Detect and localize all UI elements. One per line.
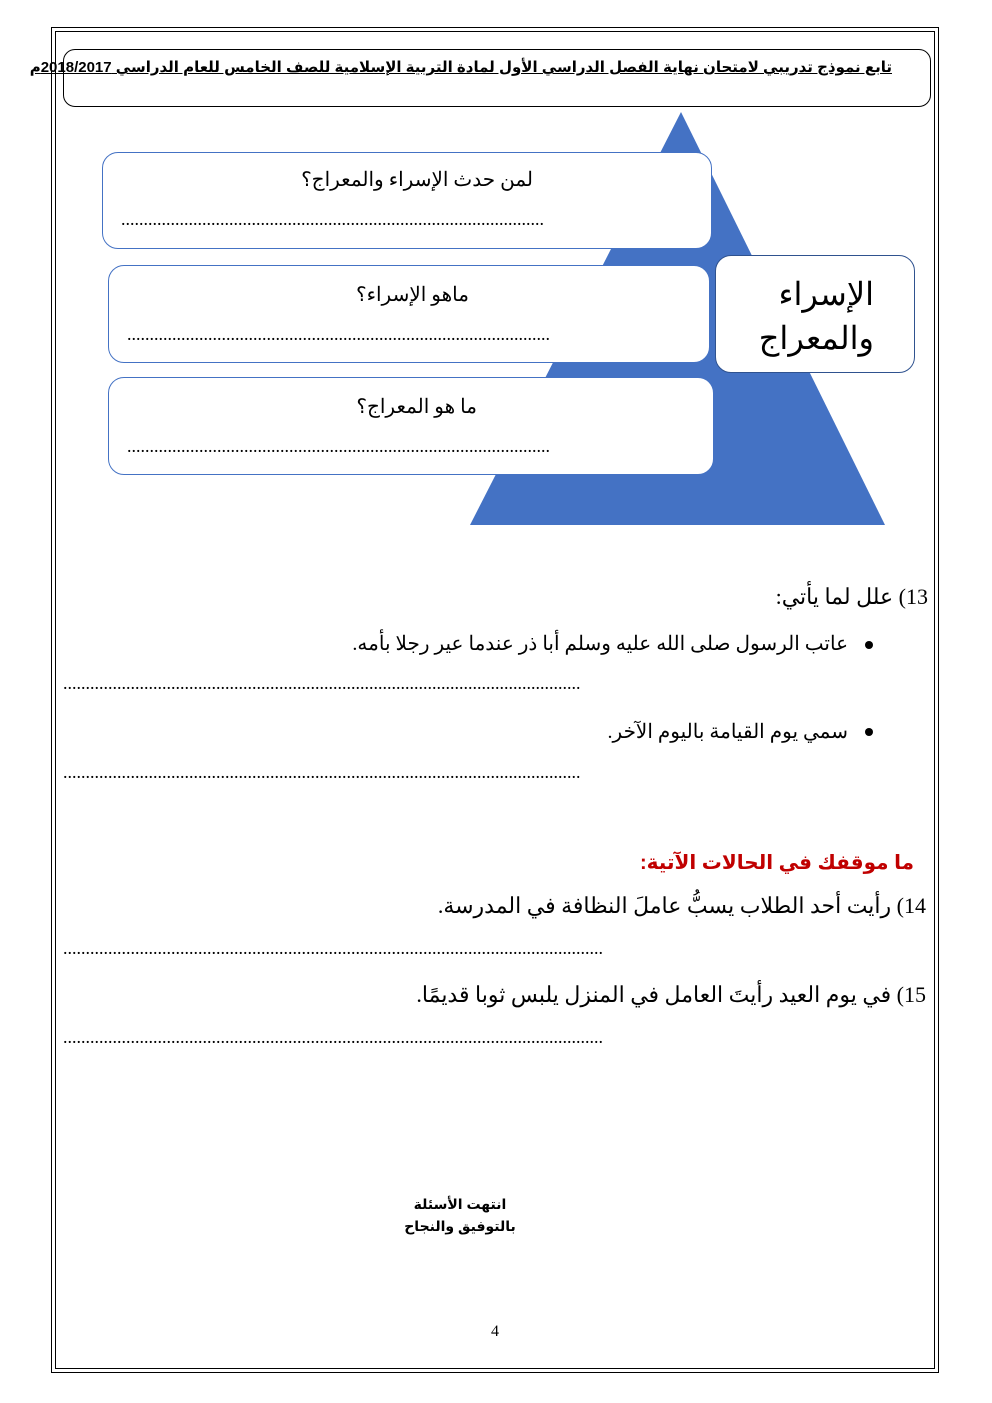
question-3-text: ما هو المعراج؟ [356, 396, 477, 418]
q14-answer-line[interactable]: ........................................................................................................................ [63, 938, 603, 958]
header-title: تابع نموذج تدريبي لامتحان نهاية الفصل الدراسي الأول لمادة التربية الإسلامية للصف الخامس للعام الدراسي 2018/2017م [29, 59, 892, 76]
question-1-answer-line[interactable]: .............................................................................................. [121, 209, 544, 229]
question-box-3 [108, 377, 714, 475]
topic-title-box [715, 255, 915, 373]
question-1-text: لمن حدث الإسراء والمعراج؟ [301, 169, 533, 191]
question-box-1 [102, 152, 712, 249]
topic-title: الإسراء والمعراج [758, 276, 874, 356]
q13-item-1: عاتب الرسول صلى الله عليه وسلم أبا ذر عندما عير رجلا بأمه. [352, 633, 848, 655]
footer-line-1: انتهت الأسئلة [413, 1196, 507, 1212]
q13-answer-line-1[interactable]: ................................................................................................................... [63, 673, 581, 693]
q13-answer-line-2[interactable]: ................................................................................................................... [63, 762, 581, 782]
question-2-answer-line[interactable]: .............................................................................................. [127, 324, 550, 344]
q13-bullet-1 [865, 641, 873, 649]
q13-bullet-2 [865, 728, 873, 736]
q15-text: 15) في يوم العيد رأيتَ العامل في المنزل يلبس ثوبا قديمًا. [416, 982, 926, 1007]
question-box-2 [108, 265, 710, 363]
page-number: 4 [491, 1323, 499, 1340]
q14-text: 14) رأيت أحد الطلاب يسبُّ عاملَ النظافة في المدرسة. [437, 893, 926, 918]
footer-line-2: بالتوفيق والنجاح [404, 1218, 516, 1234]
situations-heading: ما موقفك في الحالات الآتية: [640, 852, 914, 874]
q15-answer-line[interactable]: ........................................................................................................................ [63, 1027, 603, 1047]
q13-label: 13) علل لما يأتي: [775, 584, 928, 609]
question-2-text: ماهو الإسراء؟ [355, 284, 469, 306]
q13-item-2: سمي يوم القيامة باليوم الآخر. [607, 721, 848, 743]
question-3-answer-line[interactable]: .............................................................................................. [127, 436, 550, 456]
